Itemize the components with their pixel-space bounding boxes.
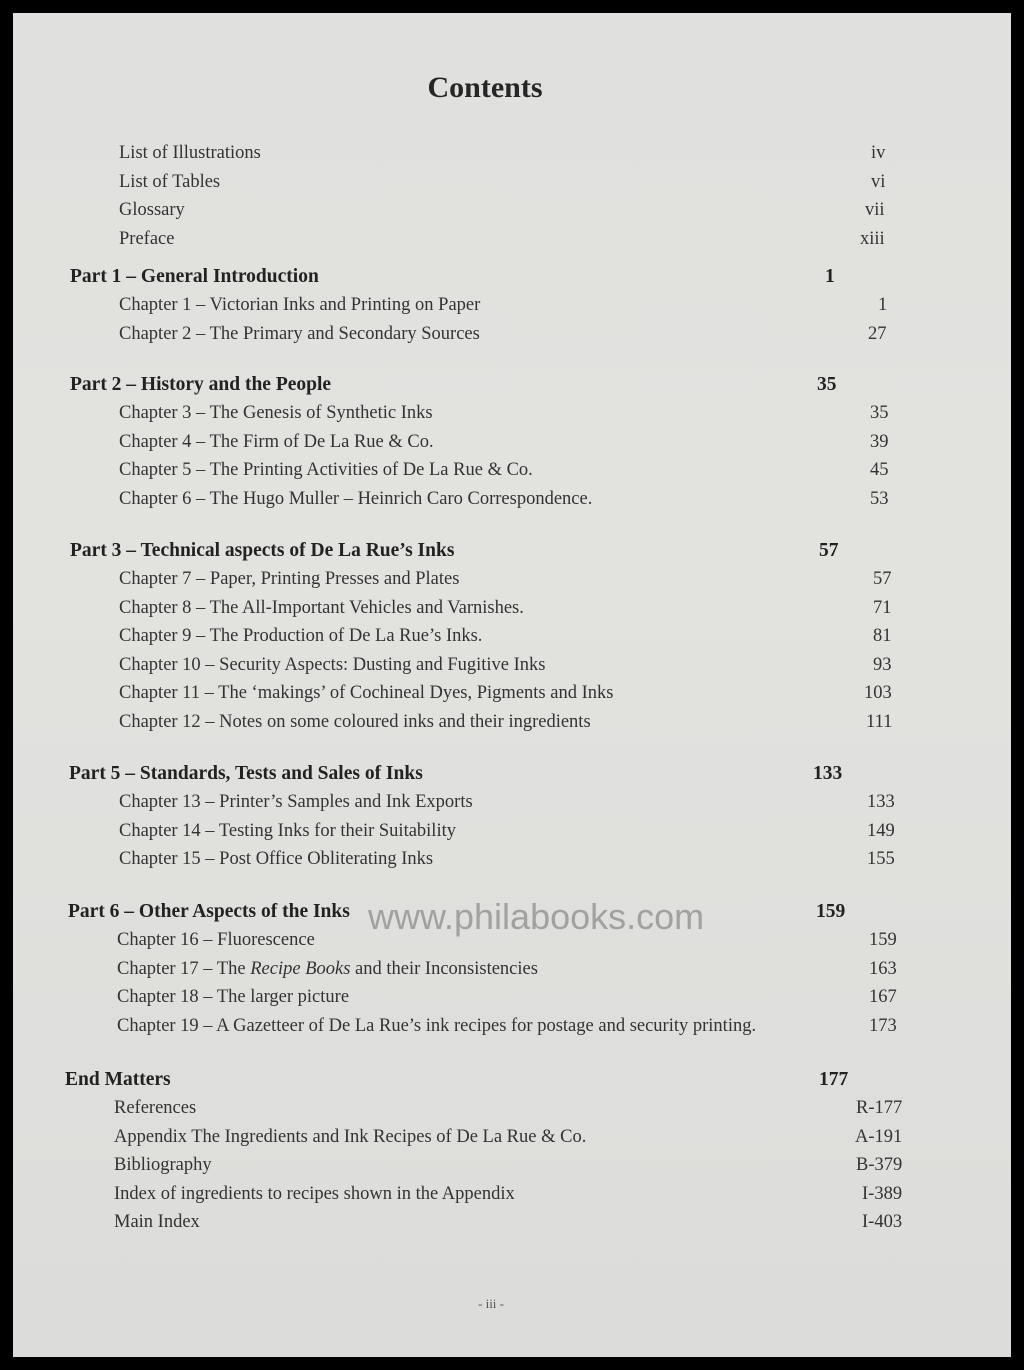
toc-entry [13, 792, 1011, 821]
part-title: End Matters [65, 1069, 171, 1090]
entry-label: Chapter 2 – The Primary and Secondary Sources [119, 323, 480, 344]
entry-label: Preface [119, 228, 175, 249]
entry-page-number: 81 [873, 626, 892, 646]
entry-page-number: I-403 [862, 1212, 903, 1232]
entry-page-number: 149 [867, 820, 895, 841]
toc-entry [13, 1184, 1011, 1213]
entry-label: List of Tables [119, 171, 221, 192]
toc-entry [13, 1155, 1011, 1184]
part-title: Part 3 – Technical aspects of De La Rue’s Inks [70, 540, 455, 561]
book-page [13, 13, 1011, 1357]
entry-page-number: 35 [870, 403, 889, 423]
toc-entry [13, 569, 1011, 598]
toc-entry [13, 987, 1011, 1016]
toc-entry [13, 460, 1011, 489]
entry-page-number: 93 [873, 654, 892, 675]
toc-part-heading [13, 540, 1011, 569]
toc-entry [13, 683, 1011, 712]
toc-entry [13, 229, 1011, 258]
toc-entry [13, 172, 1011, 201]
entry-page-number: I-389 [862, 1183, 903, 1204]
entry-page-number: 71 [873, 597, 892, 618]
entry-label: Index of ingredients to recipes shown in the Appendix [114, 1183, 515, 1204]
toc-entry [13, 1127, 1011, 1156]
entry-page-number: 173 [869, 1015, 897, 1036]
entry-page-number: 53 [870, 488, 889, 509]
entry-label: Chapter 14 – Testing Inks for their Suitability [119, 820, 456, 841]
toc-entry [13, 712, 1011, 741]
part-page-number: 57 [819, 540, 839, 561]
entry-label: Chapter 16 – Fluorescence [117, 930, 315, 950]
entry-page-number: 103 [864, 683, 892, 703]
toc-part-section [13, 540, 1011, 740]
toc-entry [13, 821, 1011, 850]
entry-page-number: 163 [869, 958, 897, 979]
toc-part-section [13, 266, 1011, 352]
toc-entry [13, 1212, 1011, 1241]
entry-label: Chapter 11 – The ‘makings’ of Cochineal Dyes, Pigments and Inks [119, 683, 614, 703]
entry-page-number: 39 [870, 431, 889, 452]
entry-label: Chapter 1 – Victorian Inks and Printing on Paper [119, 295, 481, 315]
entry-label: Chapter 15 – Post Office Obliterating Inks [119, 849, 434, 869]
entry-label: Main Index [114, 1212, 200, 1232]
entry-page-number: 167 [869, 987, 897, 1007]
entry-label: Appendix The Ingredients and Ink Recipes of De La Rue & Co. [114, 1126, 587, 1147]
toc-entry [13, 655, 1011, 684]
toc-part-section [13, 374, 1011, 517]
page-number: - iii - [478, 1296, 504, 1311]
entry-label: Glossary [119, 200, 185, 220]
part-title: Part 6 – Other Aspects of the Inks [68, 901, 350, 922]
part-title: Part 2 – History and the People [70, 374, 332, 395]
entry-page-number: vi [871, 171, 886, 192]
entry-label: Chapter 4 – The Firm of De La Rue & Co. [119, 431, 434, 452]
toc-entry [13, 1098, 1011, 1127]
entry-page-number: iv [871, 143, 886, 163]
toc-entry [13, 432, 1011, 461]
entry-page-number: 57 [873, 569, 892, 589]
toc-entry [13, 403, 1011, 432]
toc-entry [13, 200, 1011, 229]
entry-label: Chapter 13 – Printer’s Samples and Ink Exports [119, 792, 473, 812]
page-title: Contents [427, 71, 543, 104]
entry-page-number: 1 [878, 295, 888, 315]
entry-label: List of Illustrations [119, 143, 261, 163]
toc-part-section [13, 1069, 1011, 1241]
toc-entry [13, 1016, 1011, 1045]
part-title: Part 5 – Standards, Tests and Sales of Inks [69, 763, 423, 784]
entry-label: Chapter 6 – The Hugo Muller – Heinrich Caro Correspondence. [119, 488, 593, 509]
entry-page-number: 159 [869, 930, 897, 950]
toc-part-heading [13, 763, 1011, 792]
entry-label: Chapter 17 – The Recipe Books and their Inconsistencies [117, 958, 538, 979]
toc-part-section [13, 763, 1011, 878]
entry-page-number: 133 [867, 792, 895, 812]
entry-label: Chapter 19 – A Gazetteer of De La Rue’s ink recipes for postage and security printing. [117, 1015, 757, 1036]
entry-page-number: vii [865, 200, 885, 220]
entry-page-number: 45 [870, 460, 889, 480]
entry-label: Bibliography [114, 1155, 212, 1175]
entry-label: References [114, 1098, 197, 1118]
toc-part-heading [13, 374, 1011, 403]
toc-entry [13, 849, 1011, 878]
entry-page-number: B-379 [856, 1155, 903, 1175]
entry-label: Chapter 7 – Paper, Printing Presses and Plates [119, 569, 460, 589]
part-page-number: 35 [817, 374, 837, 395]
toc-entry [13, 598, 1011, 627]
toc-entry [13, 959, 1011, 988]
toc-entry [13, 324, 1011, 353]
entry-label: Chapter 12 – Notes on some coloured inks and their ingredients [119, 711, 591, 732]
entry-page-number: 155 [867, 849, 895, 869]
entry-label: Chapter 9 – The Production of De La Rue’s Inks. [119, 626, 483, 646]
entry-label: Chapter 18 – The larger picture [117, 987, 350, 1007]
entry-page-number: R-177 [856, 1098, 903, 1118]
entry-page-number: xiii [860, 228, 885, 249]
entry-label: Chapter 10 – Security Aspects: Dusting and Fugitive Inks [119, 654, 546, 675]
part-page-number: 133 [813, 763, 843, 784]
entry-page-number: 111 [866, 711, 893, 732]
part-page-number: 159 [816, 901, 846, 922]
entry-label: Chapter 5 – The Printing Activities of De La Rue & Co. [119, 460, 533, 480]
entry-page-number: 27 [868, 323, 887, 344]
toc-entry [13, 626, 1011, 655]
front-matter-section [13, 143, 1011, 257]
toc-entry [13, 489, 1011, 518]
toc-entry [13, 295, 1011, 324]
part-page-number: 177 [819, 1069, 849, 1090]
toc-part-heading [13, 266, 1011, 295]
entry-label: Chapter 3 – The Genesis of Synthetic Inks [119, 403, 433, 423]
entry-page-number: A-191 [855, 1126, 903, 1147]
part-title: Part 1 – General Introduction [70, 266, 319, 287]
part-page-number: 1 [825, 266, 835, 287]
toc-part-heading [13, 1069, 1011, 1098]
watermark: www.philabooks.com [368, 896, 705, 937]
toc-entry [13, 143, 1011, 172]
entry-label: Chapter 8 – The All-Important Vehicles and Varnishes. [119, 597, 524, 618]
